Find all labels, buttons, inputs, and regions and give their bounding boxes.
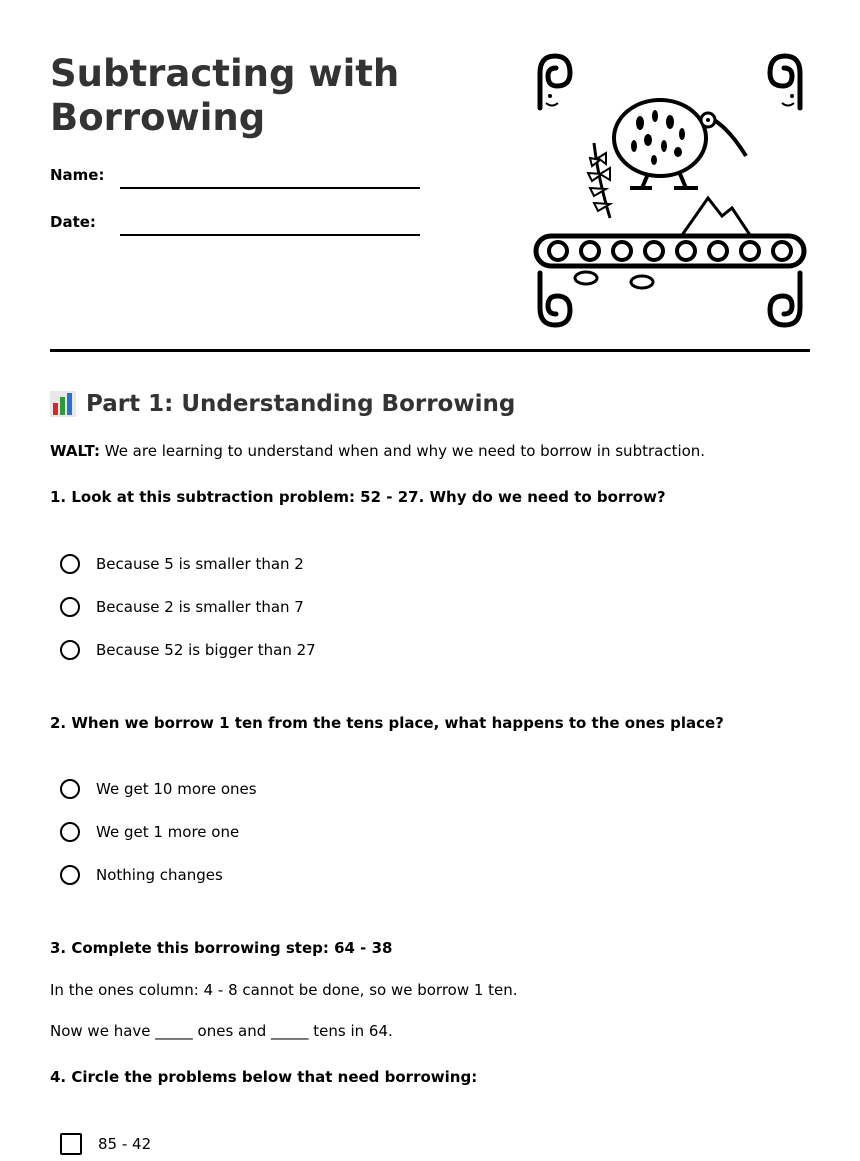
worksheet-title: Subtracting with Borrowing: [50, 52, 400, 139]
option-label: We get 10 more ones: [96, 780, 257, 798]
q2-option[interactable]: [60, 865, 223, 885]
part1-title: Part 1: Understanding Borrowing: [86, 391, 516, 417]
name-field[interactable]: [120, 187, 420, 189]
radio-button[interactable]: [60, 865, 80, 885]
header-divider: [50, 349, 810, 352]
date-label: Date:: [50, 213, 96, 231]
q3-instruction: In the ones column: 4 - 8 cannot be done, so we borrow 1 ten.: [50, 981, 518, 999]
q1-option[interactable]: [60, 597, 304, 617]
q1-option[interactable]: [60, 640, 316, 660]
date-field[interactable]: [120, 234, 420, 236]
q1-option[interactable]: [60, 554, 304, 574]
q2-option[interactable]: [60, 822, 239, 842]
checkbox[interactable]: [60, 1133, 82, 1155]
question-4: 4. Circle the problems below that need borrowing:: [50, 1068, 478, 1086]
name-label: Name:: [50, 166, 105, 184]
question-3: 3. Complete this borrowing step: 64 - 38: [50, 939, 393, 957]
q2-option[interactable]: [60, 779, 257, 799]
option-label: Because 5 is smaller than 2: [96, 555, 304, 573]
part1-heading: [50, 388, 515, 420]
radio-button[interactable]: [60, 779, 80, 799]
question-1: 1. Look at this subtraction problem: 52 - 27. Why do we need to borrow?: [50, 488, 666, 506]
question-2: 2. When we borrow 1 ten from the tens place, what happens to the ones place?: [50, 714, 724, 732]
radio-button[interactable]: [60, 640, 80, 660]
walt-text: We are learning to understand when and why we need to borrow in subtraction.: [99, 442, 706, 460]
radio-button[interactable]: [60, 822, 80, 842]
kiwi-illustration-icon: [530, 48, 810, 333]
option-label: We get 1 more one: [96, 823, 240, 841]
bar-chart-icon: [50, 391, 76, 417]
walt-label: WALT:: [50, 442, 100, 460]
q3-fill-in: Now we have _____ ones and _____ tens in 64.: [50, 1022, 393, 1040]
q4-option[interactable]: [60, 1133, 151, 1155]
option-label: Because 52 is bigger than 27: [96, 641, 316, 659]
option-label: 85 - 42: [98, 1135, 152, 1153]
radio-button[interactable]: [60, 554, 80, 574]
radio-button[interactable]: [60, 597, 80, 617]
option-label: Because 2 is smaller than 7: [96, 598, 304, 616]
option-label: Nothing changes: [96, 866, 223, 884]
walt-statement: [50, 441, 705, 461]
